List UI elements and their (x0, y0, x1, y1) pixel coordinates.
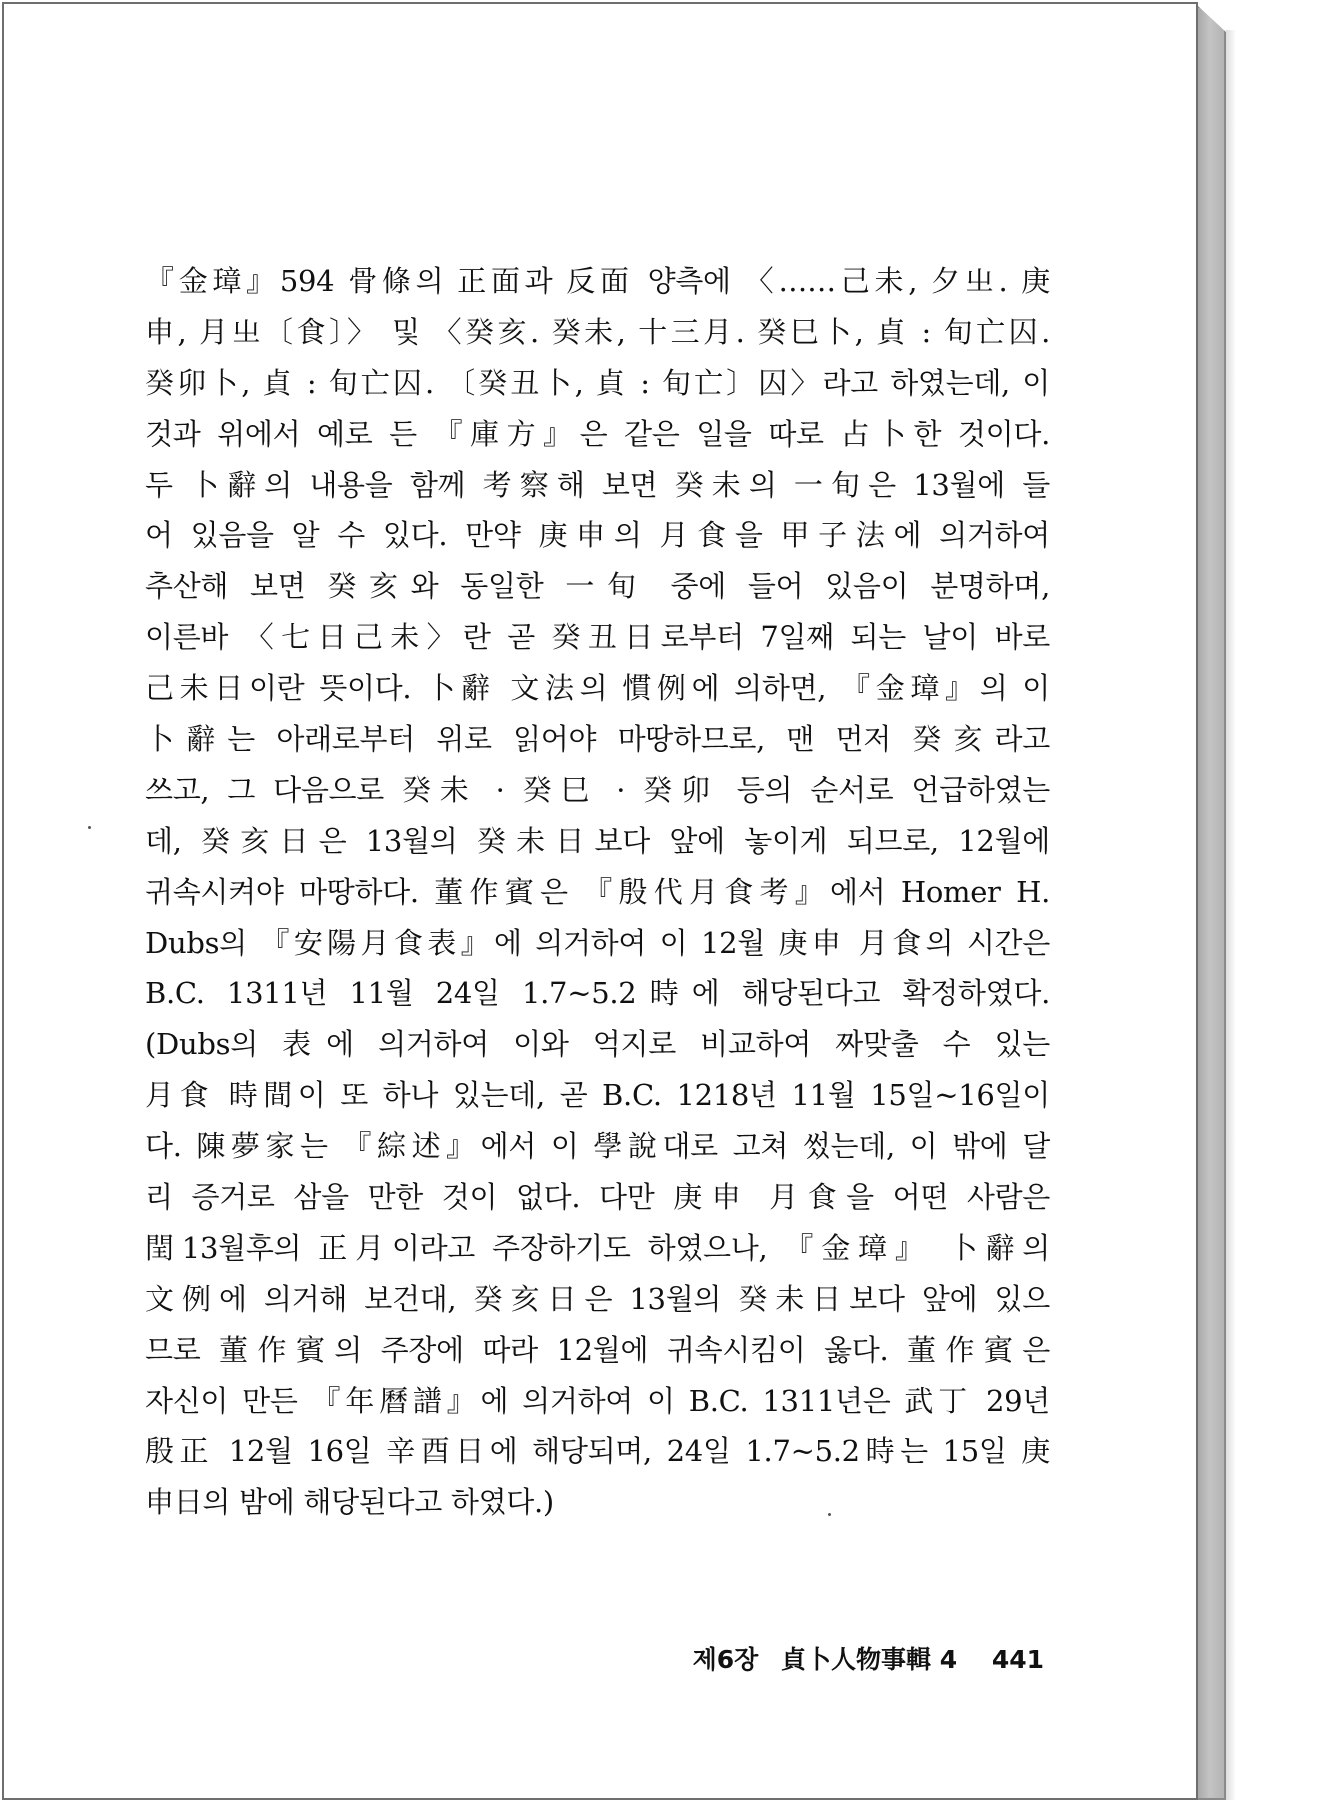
text-line: 두 卜辭의 내용을 함께 考察해 보면 癸未의 一旬은 13월에 들 (145, 467, 1050, 502)
scan-speck (88, 826, 91, 829)
text-line: 데, 癸亥日은 13월의 癸未日보다 앞에 놓이게 되므로, 12월에 (145, 823, 1050, 858)
text-line: 卜辭는 아래로부터 위로 읽어야 마땅하므로, 맨 먼저 癸亥라고 (145, 722, 1050, 757)
text-line: 다. 陳夢家는 『綜述』에서 이 學說대로 고쳐 썼는데, 이 밖에 달 (145, 1129, 1050, 1164)
book-page (2, 2, 1198, 1800)
page-number: 441 (991, 1645, 1044, 1674)
text-line: 文例에 의거해 보건대, 癸亥日은 13월의 癸未日보다 앞에 있으 (145, 1281, 1050, 1316)
text-line: (Dubs의 表에 의거하여 이와 억지로 비교하여 짜맞출 수 있는 (145, 1027, 1050, 1062)
text-line: 『金璋』594 骨條의 正面과 反面 양측에 〈……己未, 夕㞢. 庚 (145, 264, 1050, 298)
text-line: 므로 董作賓의 주장에 따라 12월에 귀속시킴이 옳다. 董作賓은 (145, 1332, 1050, 1367)
page-edge-shading (1198, 6, 1226, 1800)
text-line: 자신이 만든 『年曆譜』에 의거하여 이 B.C. 1311년은 武丁 29년 (145, 1383, 1050, 1418)
footer-chapter: 제6장 (692, 1645, 759, 1674)
text-line: 어 있음을 알 수 있다. 만약 庚申의 月食을 甲子法에 의거하여 (145, 518, 1050, 553)
text-line: 己未日이란 뜻이다. 卜辭 文法의 慣例에 의하면, 『金璋』의 이 (145, 671, 1050, 706)
body-text (145, 256, 1050, 1528)
text-line: 癸卯卜, 貞 : 旬亡囚. 〔癸丑卜, 貞 : 旬亡〕囚〉라고 하였는데, 이 (145, 365, 1050, 400)
text-line: 추산해 보면 癸亥와 동일한 一旬 중에 들어 있음이 분명하며, (145, 569, 1050, 604)
text-line: 귀속시켜야 마땅하다. 董作賓은 『殷代月食考』에서 Homer H. (145, 874, 1050, 909)
text-line: 殷正 12월 16일 辛酉日에 해당되며, 24일 1.7~5.2時는 15일 庚 (145, 1434, 1050, 1469)
text-line: 閏13월후의 正月이라고 주장하기도 하였으나, 『金璋』 卜辭의 (145, 1230, 1050, 1265)
text-line: 申, 月㞢〔食〕〉 및 〈癸亥. 癸未, 十三月. 癸巳卜, 貞 : 旬亡囚. (145, 314, 1050, 349)
scan-speck (828, 1513, 831, 1516)
running-footer (604, 1640, 1044, 1676)
footer-title: 貞卜人物事輯 4 (780, 1645, 958, 1674)
page-shadow (1226, 30, 1236, 1800)
text-line: Dubs의 『安陽月食表』에 의거하여 이 12월 庚申 月食의 시간은 (145, 925, 1050, 960)
text-line: 이른바 〈七日己未〉란 곧 癸丑日로부터 7일째 되는 날이 바로 (145, 620, 1050, 655)
text-line: 申日의 밤에 해당된다고 하였다.) (145, 1485, 554, 1520)
text-line: B.C. 1311년 11월 24일 1.7~5.2時에 해당된다고 확정하였다. (145, 976, 1050, 1011)
text-line: 리 증거로 삼을 만한 것이 없다. 다만 庚申 月食을 어떤 사람은 (145, 1180, 1050, 1215)
text-line: 月食 時間이 또 하나 있는데, 곧 B.C. 1218년 11월 15일~16일이 (145, 1078, 1050, 1113)
text-line: 쓰고, 그 다음으로 癸未 · 癸巳 · 癸卯 등의 순서로 언급하였는 (145, 772, 1050, 807)
text-line: 것과 위에서 예로 든 『庫方』은 같은 일을 따로 占卜한 것이다. (145, 416, 1050, 451)
